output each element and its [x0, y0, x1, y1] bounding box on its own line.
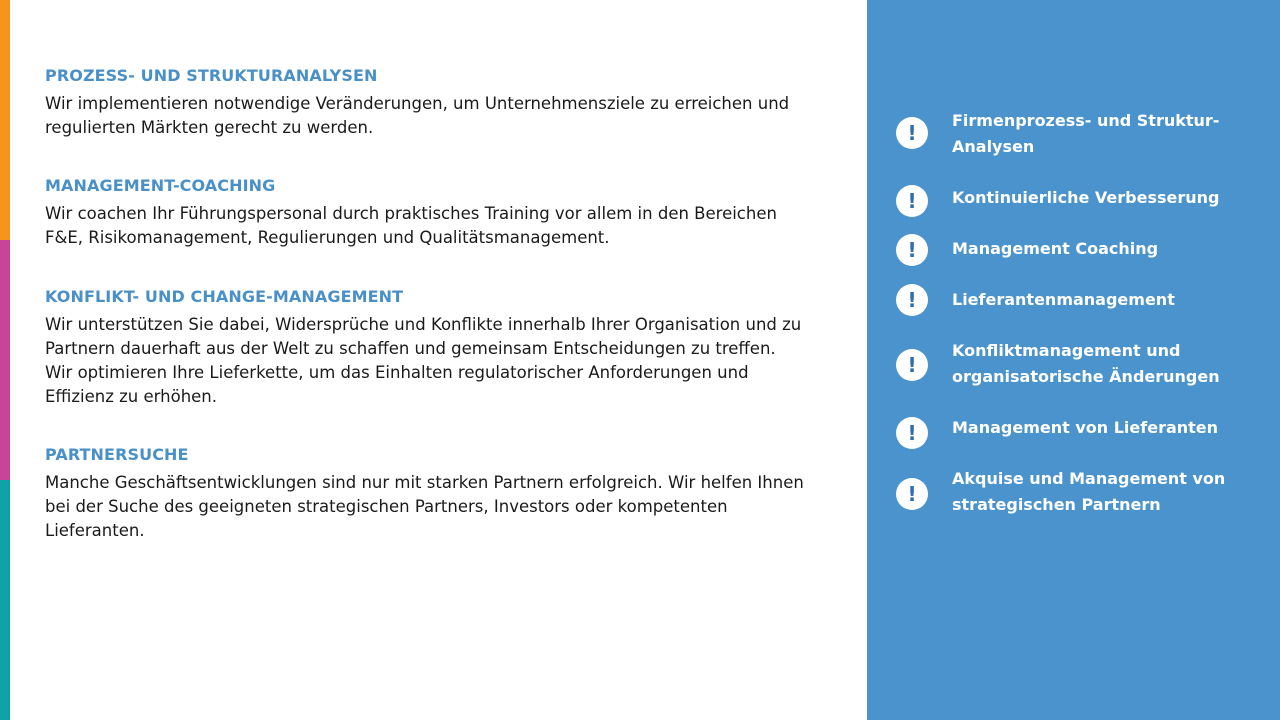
- panel-item-label: Konfliktmanagement und organisatorische Änderungen: [952, 341, 1220, 386]
- section-text: Manche Geschäftsentwicklungen sind nur mit starken Partnern erfolgreich. Wir helfen Ihnen bei der Suche des geeigneten strategischen Partners, Investors oder kompetenten Lieferanten.: [45, 473, 804, 540]
- highlights-panel: [867, 0, 1280, 720]
- exclamation-icon: !: [896, 417, 928, 449]
- panel-item-label: Firmenprozess- und Struktur-Analysen: [952, 111, 1220, 156]
- panel-item-label: Management Coaching: [952, 239, 1159, 258]
- section-heading: PARTNERSUCHE: [45, 445, 189, 464]
- exclamation-icon: !: [896, 349, 928, 381]
- section-heading: KONFLIKT- UND CHANGE-MANAGEMENT: [45, 287, 404, 306]
- section-conflict-change-management: [45, 287, 805, 409]
- accent-stripe-orange: [0, 0, 10, 240]
- exclamation-icon: !: [896, 185, 928, 217]
- accent-stripe-teal: [0, 480, 10, 720]
- section-heading: PROZESS- UND STRUKTURANALYSEN: [45, 66, 378, 85]
- exclamation-icon: !: [896, 117, 928, 149]
- section-partner-search: [45, 445, 805, 543]
- panel-item-label: Lieferantenmanagement: [952, 290, 1175, 309]
- panel-item-label: Kontinuierliche Verbesserung: [952, 188, 1220, 207]
- exclamation-icon: !: [896, 478, 928, 510]
- accent-stripe-magenta: [0, 240, 10, 480]
- section-process-analysis: [45, 66, 805, 140]
- exclamation-icon: !: [896, 284, 928, 316]
- panel-item-label: Management von Lieferanten: [952, 418, 1219, 437]
- panel-item-label: Akquise und Management von strategischen Partnern: [952, 469, 1226, 514]
- section-text: Wir coachen Ihr Führungspersonal durch praktisches Training vor allem in den Bereichen F&E, Risikomanagement, Regulierungen und Qualitätsmanagement.: [45, 204, 777, 247]
- section-management-coaching: [45, 176, 805, 250]
- exclamation-icon: !: [896, 234, 928, 266]
- section-heading: MANAGEMENT-COACHING: [45, 176, 276, 195]
- section-text: Wir unterstützen Sie dabei, Widersprüche und Konflikte innerhalb Ihrer Organisation und zu Partnern dauerhaft aus der Welt zu schaffen und gemeinsam Entscheidungen zu treffen. Wir optimieren Ihre Lieferkette, um das Einhalten regulatorischer Anforderungen und Effizienz zu erhöhen.: [45, 315, 802, 406]
- section-text: Wir implementieren notwendige Veränderungen, um Unternehmensziele zu erreichen und regulierten Märkten gerecht zu werden.: [45, 94, 790, 137]
